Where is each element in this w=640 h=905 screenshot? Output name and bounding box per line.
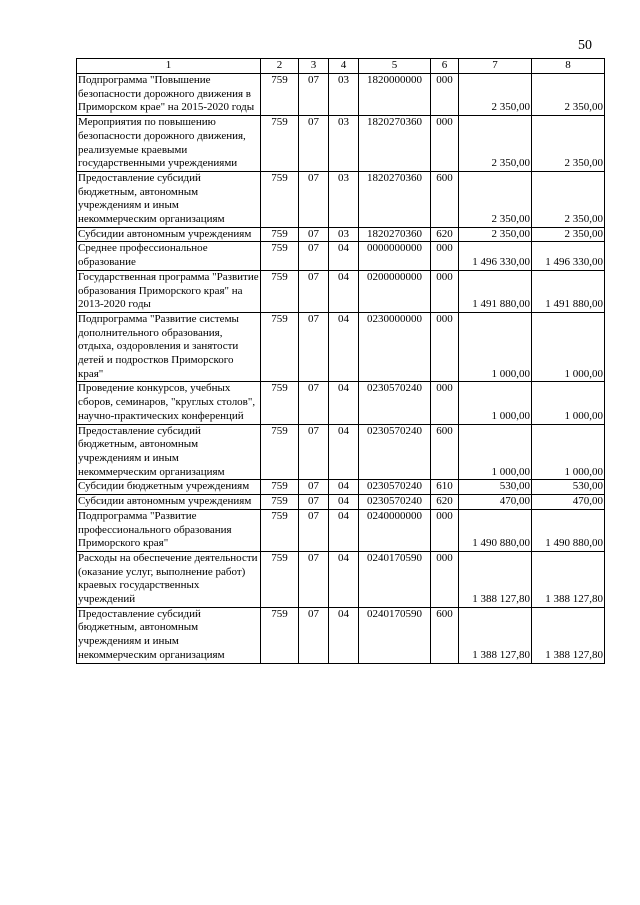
amount-cell: 470,00: [459, 495, 532, 510]
amount-cell: 1 000,00: [532, 424, 605, 480]
section-code-cell: 07: [299, 270, 329, 312]
expense-type-cell: 000: [431, 509, 459, 551]
row-name-cell: Подпрограмма "Повышение безопасности дорожного движения в Приморском крае" на 2015-2020 годы: [77, 74, 261, 116]
expense-type-cell: 600: [431, 424, 459, 480]
expense-type-cell: 000: [431, 382, 459, 424]
table-row: [77, 270, 605, 312]
expense-type-cell: 000: [431, 74, 459, 116]
budget-table: [76, 58, 605, 664]
expense-type-cell: 620: [431, 227, 459, 242]
table-row: [77, 607, 605, 663]
amount-cell: 2 350,00: [459, 171, 532, 227]
section-code-cell: 07: [299, 74, 329, 116]
amount-cell: 1 491 880,00: [532, 270, 605, 312]
target-article-cell: 1820270360: [359, 171, 431, 227]
header-cell: 7: [459, 59, 532, 74]
table-row: [77, 495, 605, 510]
target-article-cell: 0240000000: [359, 509, 431, 551]
amount-cell: 1 000,00: [532, 382, 605, 424]
section-code-cell: 07: [299, 551, 329, 607]
amount-cell: 1 490 880,00: [459, 509, 532, 551]
amount-cell: 1 000,00: [459, 382, 532, 424]
ved-code-cell: 759: [261, 227, 299, 242]
row-name-cell: Субсидии автономным учреждениям: [77, 227, 261, 242]
table-row: [77, 227, 605, 242]
expense-type-cell: 620: [431, 495, 459, 510]
row-name-cell: Государственная программа "Развитие образования Приморского края" на 2013-2020 годы: [77, 270, 261, 312]
subsection-code-cell: 04: [329, 607, 359, 663]
row-name-cell: Предоставление субсидий бюджетным, автономным учреждениям и иным некоммерческим организациям: [77, 607, 261, 663]
target-article-cell: 0230570240: [359, 480, 431, 495]
table-row: [77, 171, 605, 227]
amount-cell: 1 388 127,80: [532, 607, 605, 663]
target-article-cell: 0230000000: [359, 312, 431, 382]
row-name-cell: Расходы на обеспечение деятельности (оказание услуг, выполнение работ) краевых государственных учреждений: [77, 551, 261, 607]
row-name-cell: Подпрограмма "Развитие системы дополнительного образования, отдыха, оздоровления и занятости детей и подростков Приморского края": [77, 312, 261, 382]
subsection-code-cell: 04: [329, 424, 359, 480]
row-name-cell: Проведение конкурсов, учебных сборов, семинаров, "круглых столов", научно-практических конференций: [77, 382, 261, 424]
table-row: [77, 509, 605, 551]
target-article-cell: 0000000000: [359, 242, 431, 270]
expense-type-cell: 000: [431, 551, 459, 607]
ved-code-cell: 759: [261, 116, 299, 172]
ved-code-cell: 759: [261, 480, 299, 495]
target-article-cell: 1820270360: [359, 227, 431, 242]
target-article-cell: 0200000000: [359, 270, 431, 312]
target-article-cell: 0230570240: [359, 382, 431, 424]
target-article-cell: 0240170590: [359, 607, 431, 663]
amount-cell: 1 388 127,80: [459, 551, 532, 607]
header-cell: 5: [359, 59, 431, 74]
ved-code-cell: 759: [261, 382, 299, 424]
section-code-cell: 07: [299, 607, 329, 663]
row-name-cell: Среднее профессиональное образование: [77, 242, 261, 270]
subsection-code-cell: 04: [329, 270, 359, 312]
expense-type-cell: 000: [431, 270, 459, 312]
amount-cell: 530,00: [459, 480, 532, 495]
amount-cell: 470,00: [532, 495, 605, 510]
ved-code-cell: 759: [261, 607, 299, 663]
subsection-code-cell: 04: [329, 242, 359, 270]
subsection-code-cell: 03: [329, 116, 359, 172]
subsection-code-cell: 04: [329, 495, 359, 510]
section-code-cell: 07: [299, 424, 329, 480]
row-name-cell: Подпрограмма "Развитие профессионального образования Приморского края": [77, 509, 261, 551]
target-article-cell: 0230570240: [359, 424, 431, 480]
subsection-code-cell: 04: [329, 382, 359, 424]
header-cell: 1: [77, 59, 261, 74]
subsection-code-cell: 04: [329, 509, 359, 551]
amount-cell: 2 350,00: [532, 227, 605, 242]
row-name-cell: Мероприятия по повышению безопасности дорожного движения, реализуемые краевыми государственными учреждениями: [77, 116, 261, 172]
ved-code-cell: 759: [261, 424, 299, 480]
ved-code-cell: 759: [261, 509, 299, 551]
subsection-code-cell: 03: [329, 227, 359, 242]
row-name-cell: Субсидии бюджетным учреждениям: [77, 480, 261, 495]
target-article-cell: 0230570240: [359, 495, 431, 510]
section-code-cell: 07: [299, 171, 329, 227]
amount-cell: 1 388 127,80: [459, 607, 532, 663]
table-row: [77, 312, 605, 382]
table-row: [77, 74, 605, 116]
expense-type-cell: 610: [431, 480, 459, 495]
table-row: [77, 424, 605, 480]
section-code-cell: 07: [299, 382, 329, 424]
ved-code-cell: 759: [261, 74, 299, 116]
amount-cell: 1 496 330,00: [532, 242, 605, 270]
expense-type-cell: 600: [431, 171, 459, 227]
header-cell: 6: [431, 59, 459, 74]
amount-cell: 1 496 330,00: [459, 242, 532, 270]
amount-cell: 1 388 127,80: [532, 551, 605, 607]
amount-cell: 2 350,00: [532, 171, 605, 227]
amount-cell: 2 350,00: [532, 74, 605, 116]
row-name-cell: Предоставление субсидий бюджетным, автономным учреждениям и иным некоммерческим организациям: [77, 424, 261, 480]
amount-cell: 530,00: [532, 480, 605, 495]
row-name-cell: Предоставление субсидий бюджетным, автономным учреждениям и иным некоммерческим организациям: [77, 171, 261, 227]
ved-code-cell: 759: [261, 171, 299, 227]
expense-type-cell: 000: [431, 312, 459, 382]
section-code-cell: 07: [299, 480, 329, 495]
header-cell: 3: [299, 59, 329, 74]
expense-type-cell: 000: [431, 116, 459, 172]
amount-cell: 1 000,00: [459, 424, 532, 480]
amount-cell: 2 350,00: [459, 74, 532, 116]
subsection-code-cell: 03: [329, 74, 359, 116]
header-cell: 4: [329, 59, 359, 74]
section-code-cell: 07: [299, 242, 329, 270]
section-code-cell: 07: [299, 495, 329, 510]
amount-cell: 1 491 880,00: [459, 270, 532, 312]
ved-code-cell: 759: [261, 312, 299, 382]
ved-code-cell: 759: [261, 270, 299, 312]
subsection-code-cell: 04: [329, 312, 359, 382]
amount-cell: 2 350,00: [459, 227, 532, 242]
amount-cell: 2 350,00: [532, 116, 605, 172]
table-row: [77, 480, 605, 495]
section-code-cell: 07: [299, 227, 329, 242]
ved-code-cell: 759: [261, 242, 299, 270]
table-header-row: [77, 59, 605, 74]
target-article-cell: 1820000000: [359, 74, 431, 116]
target-article-cell: 1820270360: [359, 116, 431, 172]
row-name-cell: Субсидии автономным учреждениям: [77, 495, 261, 510]
subsection-code-cell: 04: [329, 480, 359, 495]
header-cell: 8: [532, 59, 605, 74]
target-article-cell: 0240170590: [359, 551, 431, 607]
expense-type-cell: 600: [431, 607, 459, 663]
section-code-cell: 07: [299, 312, 329, 382]
amount-cell: 1 000,00: [532, 312, 605, 382]
section-code-cell: 07: [299, 509, 329, 551]
ved-code-cell: 759: [261, 495, 299, 510]
page-number: 50: [578, 38, 592, 53]
amount-cell: 1 000,00: [459, 312, 532, 382]
subsection-code-cell: 03: [329, 171, 359, 227]
table-row: [77, 551, 605, 607]
ved-code-cell: 759: [261, 551, 299, 607]
section-code-cell: 07: [299, 116, 329, 172]
expense-type-cell: 000: [431, 242, 459, 270]
amount-cell: 2 350,00: [459, 116, 532, 172]
header-cell: 2: [261, 59, 299, 74]
table-row: [77, 242, 605, 270]
subsection-code-cell: 04: [329, 551, 359, 607]
table-row: [77, 382, 605, 424]
amount-cell: 1 490 880,00: [532, 509, 605, 551]
table-row: [77, 116, 605, 172]
